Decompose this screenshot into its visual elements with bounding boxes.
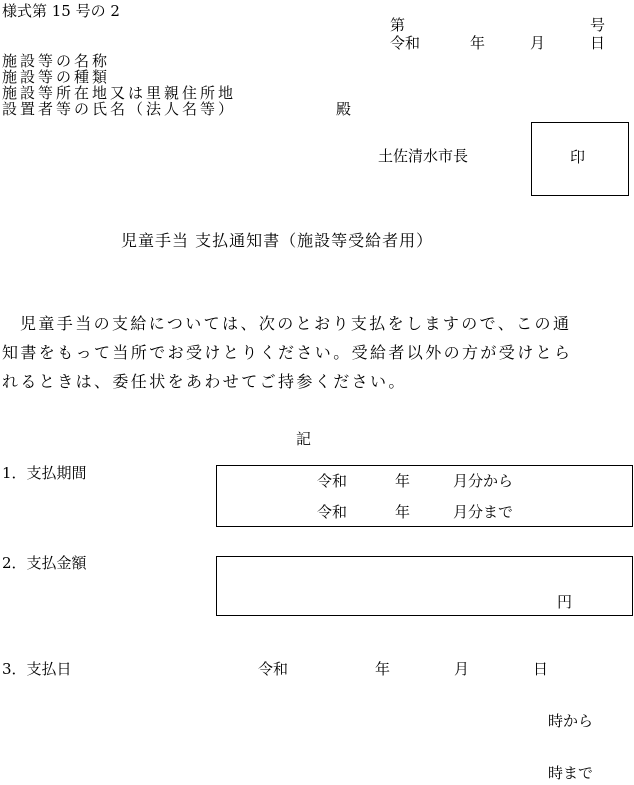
mayor-title: 土佐清水市長 [378,147,469,165]
payday-year: 年 [375,660,391,678]
facility-name-label: 施設等の名称 [2,52,111,70]
seal-box [531,122,629,196]
body-line-1: 児童手当の支給については、次のとおり支払をしますので、この通 [20,314,572,333]
amount-label: 2．支払金額 [2,554,87,572]
honorific: 殿 [336,100,352,118]
body-line-3: れるときは、委任状をあわせてご持参ください。 [2,372,407,391]
period-from-suffix: 月分から [453,472,514,490]
seal-mark: 印 [570,148,586,166]
period-from-year: 年 [395,472,411,490]
doc-number-go: 号 [590,16,606,34]
facility-address-label: 施設等所在地又は里親住所地 [2,84,237,102]
payday-month: 月 [454,660,470,678]
amount-unit: 円 [557,593,573,611]
payday-time-from: 時から [548,712,594,730]
payday-era: 令和 [258,660,289,678]
ki-mark: 記 [296,430,312,448]
form-number: 様式第 15 号の 2 [2,2,120,20]
facility-type-label: 施設等の種類 [2,68,111,86]
document-title: 児童手当 支払通知書（施設等受給者用） [121,231,434,250]
date-month: 月 [530,34,546,52]
period-to-year: 年 [395,503,411,521]
period-box [216,465,633,527]
payday-day: 日 [533,660,549,678]
payday-time-to: 時まで [548,764,594,782]
period-to-suffix: 月分まで [453,503,514,521]
doc-number-dai: 第 [390,16,406,34]
period-from-era: 令和 [317,472,348,490]
date-era: 令和 [390,34,421,52]
amount-box [216,556,633,616]
operator-name-label: 設置者等の氏名（法人名等） [2,100,237,118]
body-line-2: 知書をもって当所でお受けとりください。受給者以外の方が受けとら [2,343,573,362]
date-day: 日 [590,34,606,52]
date-year: 年 [470,34,486,52]
payday-label: 3．支払日 [2,660,72,678]
period-to-era: 令和 [317,503,348,521]
period-label: 1．支払期間 [2,464,87,482]
